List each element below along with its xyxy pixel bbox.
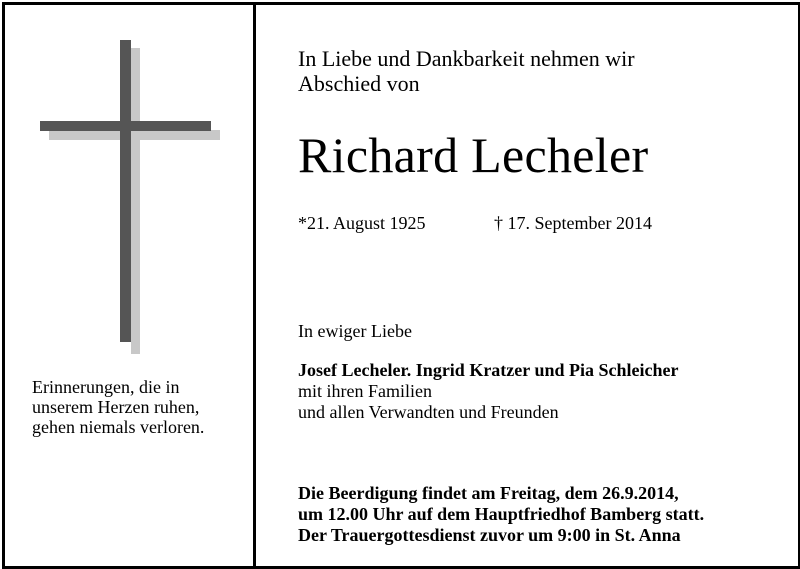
cross-shadow-vertical bbox=[131, 48, 140, 354]
quote-line: gehen niemals verloren. bbox=[32, 417, 205, 437]
mourner-names: Josef Lecheler. Ingrid Kratzer und Pia Schleicher bbox=[298, 360, 679, 380]
memorial-quote bbox=[32, 377, 204, 437]
dedication-phrase: In ewiger Liebe bbox=[298, 321, 412, 341]
funeral-line: Die Beerdigung findet am Freitag, dem 26.9.2014, bbox=[298, 483, 679, 503]
funeral-line: Der Trauergottesdienst zuvor um 9:00 in St. Anna bbox=[298, 525, 681, 545]
quote-line: Erinnerungen, die in bbox=[32, 377, 180, 397]
funeral-line: um 12.00 Uhr auf dem Hauptfriedhof Bamberg statt. bbox=[298, 504, 705, 524]
death-date: † 17. September 2014 bbox=[494, 213, 652, 233]
mourner-line: und allen Verwandten und Freunden bbox=[298, 402, 559, 422]
birth-date: *21. August 1925 bbox=[298, 213, 426, 233]
cross-vertical-beam bbox=[120, 40, 131, 342]
intro-line: In Liebe und Dankbarkeit nehmen wir bbox=[298, 46, 635, 71]
cross-icon bbox=[0, 0, 256, 370]
mourners-block bbox=[298, 360, 678, 423]
mourner-line: mit ihren Familien bbox=[298, 381, 432, 401]
quote-line: unserem Herzen ruhen, bbox=[32, 397, 200, 417]
deceased-name: Richard Lecheler bbox=[298, 127, 649, 183]
intro-text bbox=[298, 46, 635, 96]
cross-shadow-horizontal bbox=[49, 130, 220, 140]
cross-horizontal-beam bbox=[40, 121, 211, 131]
funeral-details bbox=[298, 483, 704, 546]
intro-line: Abschied von bbox=[298, 71, 420, 96]
